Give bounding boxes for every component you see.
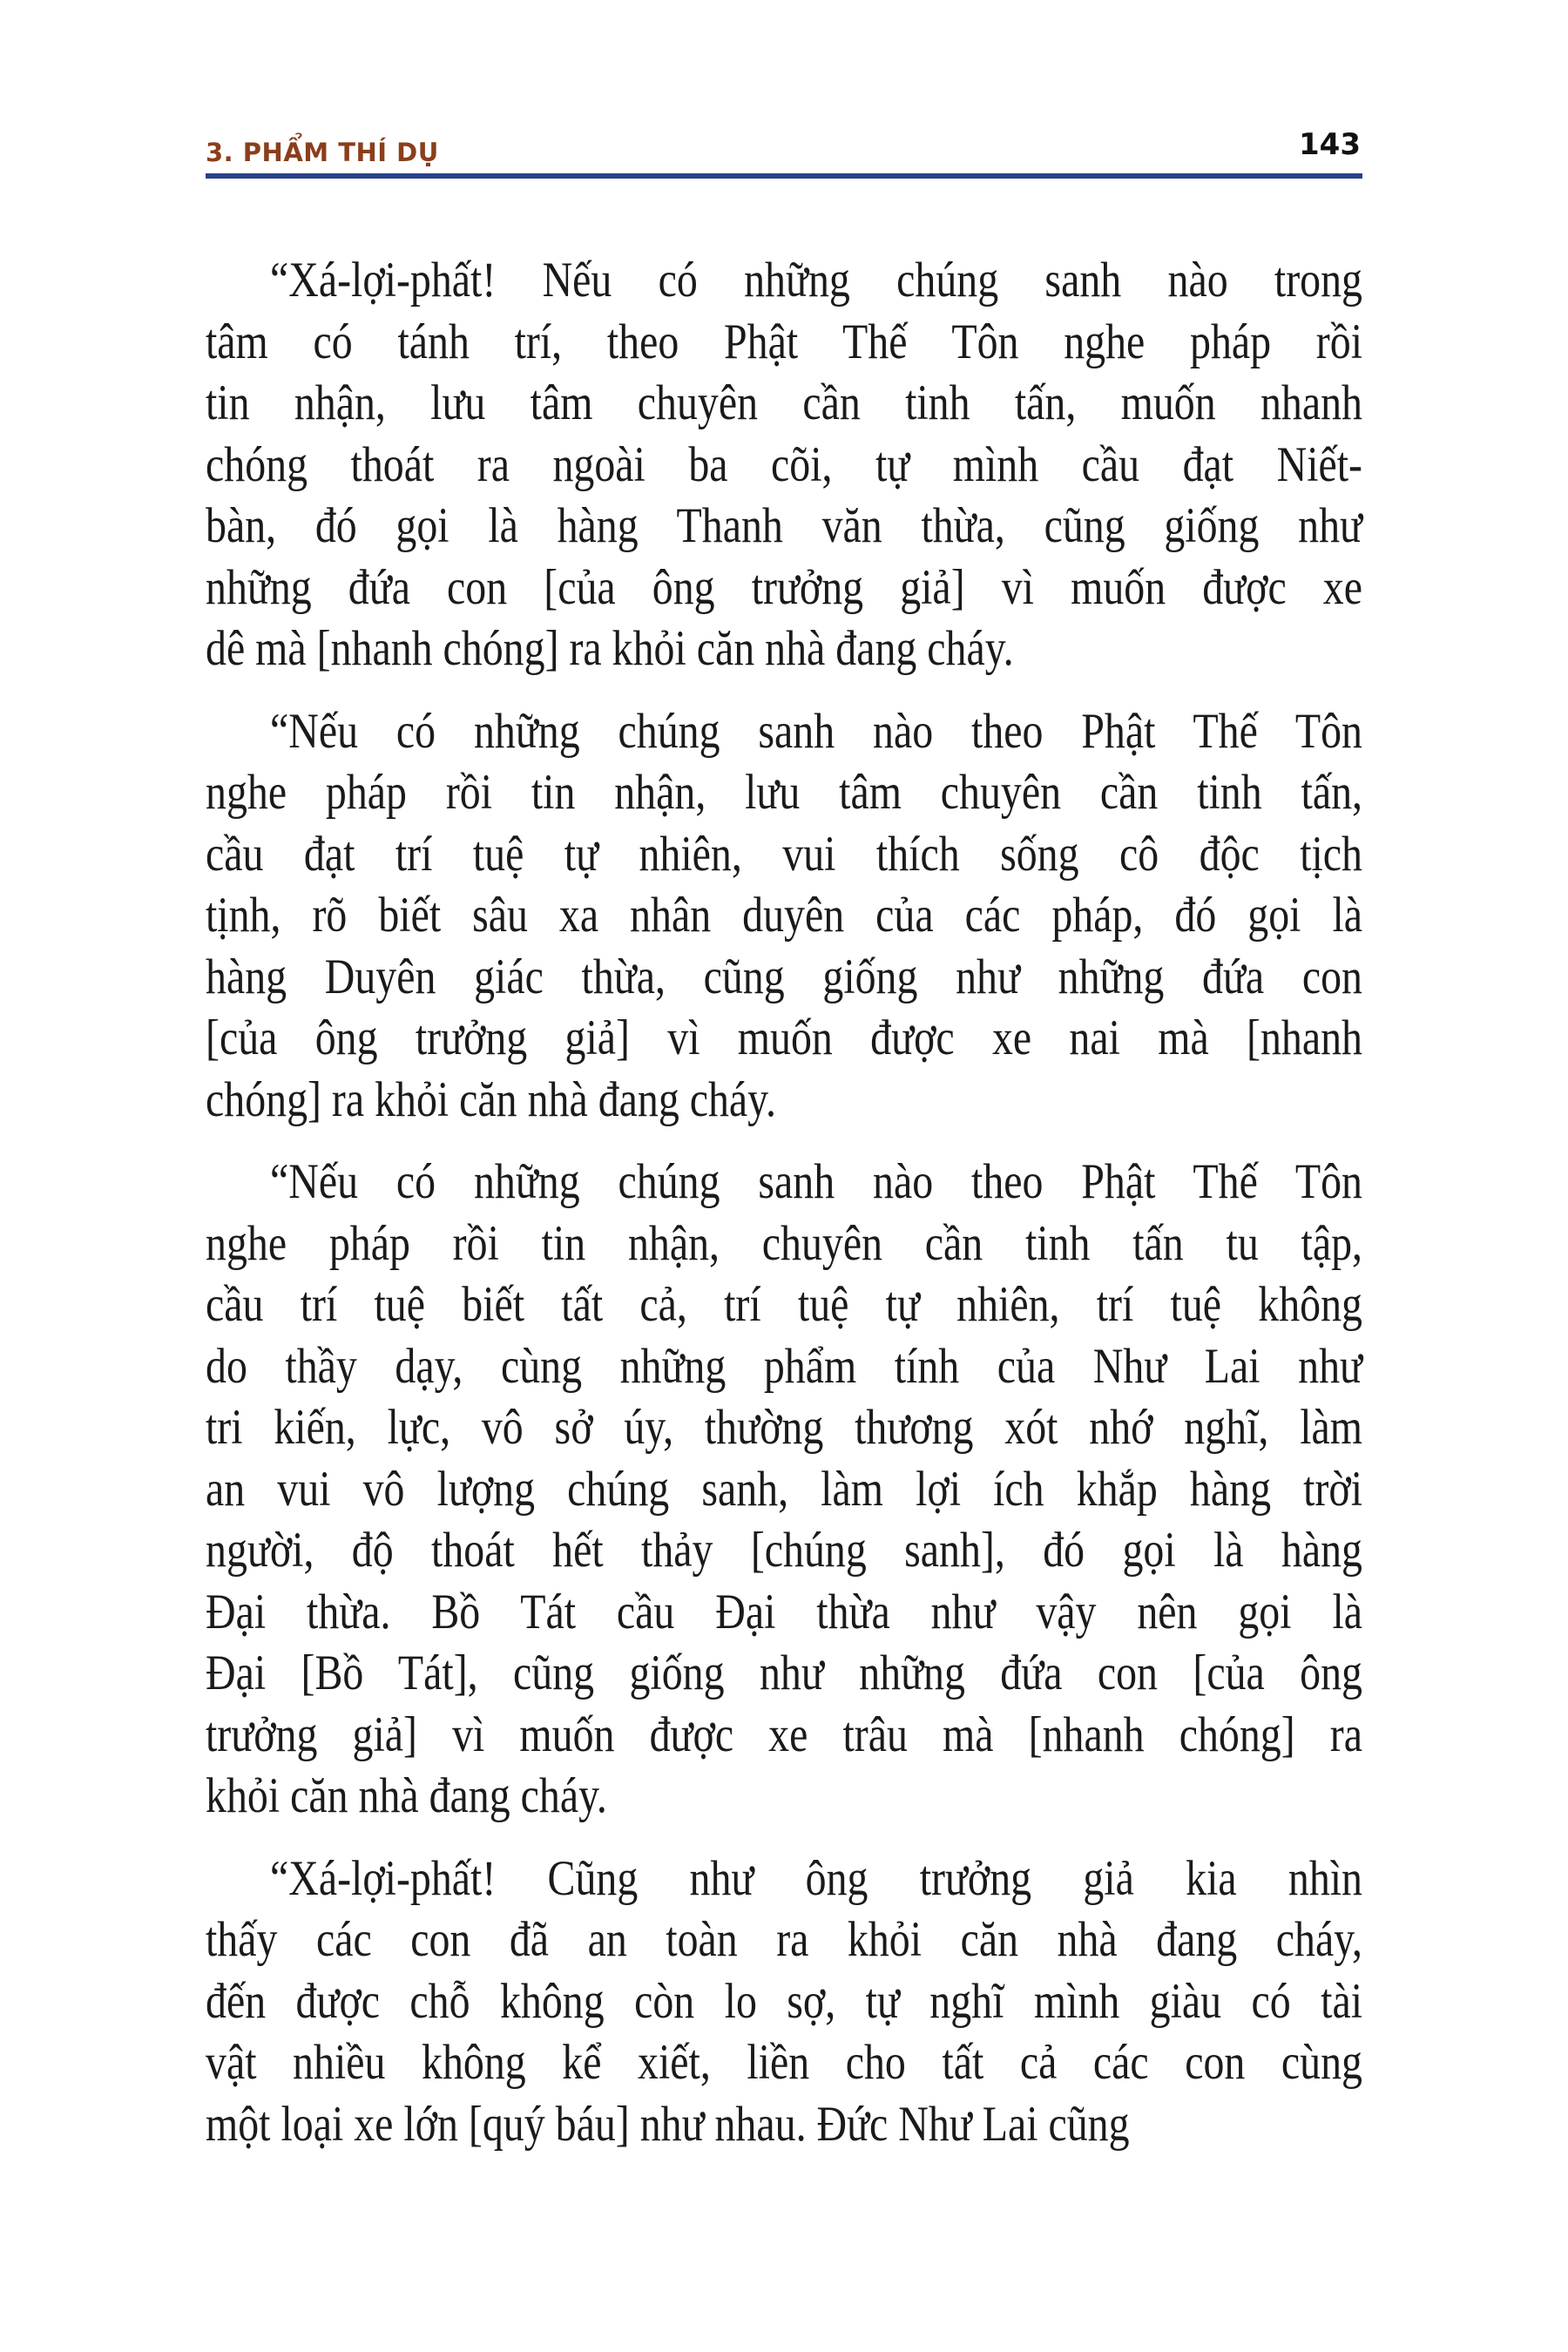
text-line [206,1213,1362,1275]
text-line [206,373,1362,435]
text-line [206,250,1362,312]
text-line-content: trưởng giả] vì muốn được xe trâu mà [nhanh chóng] ra [206,1707,1363,1762]
text-line-content: khỏi căn nhà đang cháy. [206,1768,607,1823]
text-line [206,435,1362,497]
text-line-content: [của ông trưởng giả] vì muốn được xe nai mà [nhanh [206,1010,1363,1065]
text-line-content: thấy các con đã an toàn ra khỏi căn nhà đang cháy, [206,1912,1363,1967]
body-text [206,250,1362,2176]
text-line-content: “Xá-lợi-phất! Nếu có những chúng sanh nào trong [270,253,1363,308]
text-line-content: cầu đạt trí tuệ tự nhiên, vui thích sống cô độc tịch [206,826,1363,882]
text-line-content: dê mà [nhanh chóng] ra khỏi căn nhà đang cháy. [206,621,1014,676]
paragraph-4 [206,1848,1362,2156]
text-line-content: chóng thoát ra ngoài ba cõi, tự mình cầu đạt Niết- [206,436,1363,492]
text-line [206,824,1362,886]
text-line [206,2094,1362,2156]
text-line-content: nghe pháp rồi tin nhận, lưu tâm chuyên cần tinh tấn, [206,765,1363,820]
text-line-content: nghe pháp rồi tin nhận, chuyên cần tinh tấn tu tập, [206,1215,1363,1271]
page-number: 143 [1299,127,1361,162]
text-line-content: tin nhận, lưu tâm chuyên cần tinh tấn, muốn nhanh [206,375,1363,430]
text-line-content: “Nếu có những chúng sanh nào theo Phật Thế Tôn [270,703,1363,759]
text-line-content: một loại xe lớn [quý báu] như nhau. Đức Như Lai cũng [206,2096,1130,2152]
text-line-content: hàng Duyên giác thừa, cũng giống như những đứa con [206,949,1363,1004]
text-line [206,701,1362,763]
text-line [206,496,1362,558]
text-line [206,1582,1362,1644]
text-line-content: “Xá-lợi-phất! Cũng như ông trưởng giả kia nhìn [270,1850,1363,1906]
text-line [206,1766,1362,1828]
text-line-content: “Nếu có những chúng sanh nào theo Phật Thế Tôn [270,1154,1363,1209]
text-line [206,1397,1362,1459]
paragraph-2 [206,701,1362,1132]
chapter-title: 3. PHẨM THÍ DỤ [206,138,439,167]
text-line-content: Đại [Bồ Tát], cũng giống như những đứa con [của ông [206,1646,1363,1700]
text-line [206,618,1362,680]
text-line-content: bàn, đó gọi là hàng Thanh văn thừa, cũng giống như [206,498,1362,553]
text-line [206,1971,1362,2033]
text-line-content: Đại thừa. Bồ Tát cầu Đại thừa như vậy nên gọi là [206,1584,1363,1639]
text-line-content: đến được chỗ không còn lo sợ, tự nghĩ mình giàu có tài [206,1973,1363,2029]
text-line [206,1274,1362,1336]
text-line-content: an vui vô lượng chúng sanh, làm lợi ích khắp hàng trời [206,1461,1363,1517]
text-line [206,1848,1362,1910]
text-line [206,885,1362,947]
text-line [206,947,1362,1009]
paragraph-3 [206,1152,1362,1828]
text-line [206,1520,1362,1582]
text-line-content: vật nhiều không kể xiết, liền cho tất cả các con cùng [206,2035,1363,2090]
text-line-content: người, độ thoát hết thảy [chúng sanh], đó gọi là hàng [206,1523,1363,1578]
text-line [206,762,1362,824]
text-line [206,1643,1362,1705]
text-line-content: do thầy dạy, cùng những phẩm tính của Như Lai như [206,1338,1363,1394]
text-line [206,312,1362,374]
text-line [206,1008,1362,1070]
text-line-content: cầu trí tuệ biết tất cả, trí tuệ tự nhiên, trí tuệ không [206,1277,1363,1332]
text-line [206,1070,1362,1132]
text-line-content: tâm có tánh trí, theo Phật Thế Tôn nghe pháp rồi [206,314,1363,369]
text-line [206,558,1362,619]
text-line-content: những đứa con [của ông trưởng giả] vì muốn được xe [206,559,1363,615]
text-line-content: tri kiến, lực, vô sở úy, thường thương xót nhớ nghĩ, làm [206,1400,1363,1455]
text-line-content: tịnh, rõ biết sâu xa nhân duyên của các pháp, đó gọi là [206,888,1363,943]
text-line [206,1459,1362,1521]
text-line [206,1909,1362,1971]
text-line [206,1336,1362,1398]
running-header [206,129,1362,172]
header-rule [206,173,1362,179]
paragraph-1 [206,250,1362,680]
text-line [206,1705,1362,1767]
text-line-content: chóng] ra khỏi căn nhà đang cháy. [206,1071,776,1127]
text-line [206,1152,1362,1213]
text-line [206,2032,1362,2094]
